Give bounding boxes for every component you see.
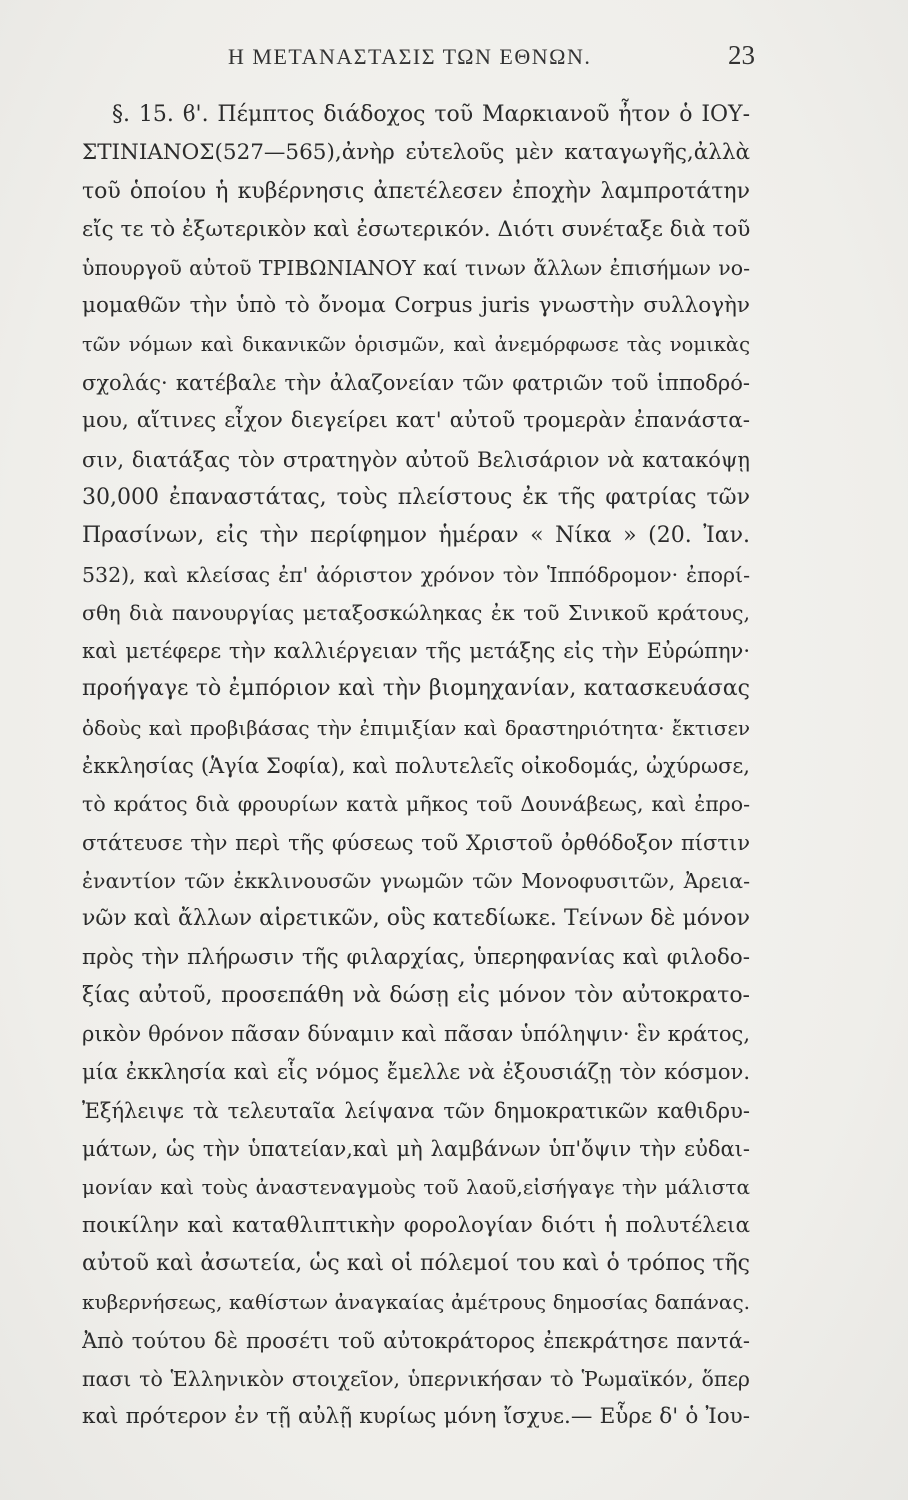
text-line: νῶν καὶ ἄλλων αἱρετικῶν, οὓς κατεδίωκε. Τείνων δὲ μόνον <box>82 906 750 932</box>
text-line: §. 15. ϐ'. Πέμπτος διάδοχος τοῦ Μαρκιανοῦ ἦτον ὁ ΙΟΥ- <box>112 102 750 127</box>
text-line: εἴς τε τὸ ἐξωτερικὸν καὶ ἐσωτερικόν. Διότι συνέταξε διὰ τοῦ <box>82 216 750 242</box>
text-line: κυβερνήσεως, καθίστων ἀναγκαίας ἀμέτρους δημοσίας δαπάνας. <box>82 1290 750 1315</box>
text-line: 30,000 ἐπαναστάτας, τοὺς πλείστους ἐκ τῆς φατρίας τῶν <box>82 484 750 510</box>
text-line: μονίαν καὶ τοὺς ἀναστεναγμοὺς τοῦ λαοῦ,εἰσήγαγε τὴν μάλιστα <box>82 1175 750 1200</box>
text-line: τῶν νόμων καὶ δικανικῶν ὁρισμῶν, καὶ ἀνεμόρφωσε τὰς νομικὰς <box>82 332 750 356</box>
page-number: 23 <box>728 40 755 70</box>
text-line: σθη διὰ πανουργίας μεταξοσκώληκας ἐκ τοῦ Σινικοῦ κράτους, <box>82 600 750 625</box>
text-line: τοῦ ὁποίου ἡ κυβέρνησις ἀπετέλεσεν ἐποχὴν λαμπροτάτην <box>82 178 750 204</box>
text-line: μου, αἵτινες εἶχον διεγείρει κατ' αὐτοῦ τρομερὰν ἐπανάστα- <box>82 408 750 434</box>
text-line: καὶ πρότερον ἐν τῇ αὐλῇ κυρίως μόνη ἴσχυε.— Εὗρε δ' ὁ Ἰου- <box>82 1404 750 1430</box>
text-line: σιν, διατάξας τὸν στρατηγὸν αὐτοῦ Βελισάριον νὰ κατακόψῃ <box>82 447 750 472</box>
text-line: Ἐξήλειψε τὰ τελευταῖα λείψανα τῶν δημοκρατικῶν καθιδρυ- <box>82 1098 750 1123</box>
text-line: ὁδοὺς καὶ προβιβάσας τὴν ἐπιμιξίαν καὶ δραστηριότητα· ἔκτισεν <box>82 715 750 740</box>
text-line: Πρασίνων, εἰς τὴν περίφημον ἡμέραν « Νίκα » (20. Ἰαν. <box>82 523 750 549</box>
running-head <box>0 40 908 80</box>
text-line: πρὸς τὴν πλήρωσιν τῆς φιλαρχίας, ὑπερηφανίας καὶ φιλοδο- <box>82 944 750 970</box>
text-line: ἐναντίον τῶν ἐκκλινουσῶν γνωμῶν τῶν Μονοφυσιτῶν, Ἀρεια- <box>82 868 750 893</box>
text-line: ΣΤΙΝΙΑΝΟΣ(527—565),ἀνὴρ εὐτελοῦς μὲν καταγωγῆς,ἀλλὰ <box>82 140 750 166</box>
text-line: σχολάς· κατέβαλε τὴν ἀλαζονείαν τῶν φατριῶν τοῦ ἱπποδρό- <box>82 371 750 396</box>
text-line: Ἀπὸ τούτου δὲ προσέτι τοῦ αὐτοκράτορος ἐπεκράτησε παντά- <box>82 1328 750 1353</box>
text-line: ὑπουργοῦ αὐτοῦ ΤΡΙΒΩΝΙΑΝΟΥ καί τινων ἄλλων ἐπισήμων νο- <box>82 256 750 281</box>
running-title: Η ΜΕΤΑΝΑΣΤΑΣΙΣ ΤΩΝ ΕΘΝΩΝ. <box>228 44 592 69</box>
text-line: καὶ μετέφερε τὴν καλλιέργειαν τῆς μετάξης εἰς τὴν Εὐρώπην· <box>82 639 750 664</box>
body-text <box>82 96 750 1430</box>
text-line: ἐκκλησίας (Ἁγία Σοφία), καὶ πολυτελεῖς οἰκοδομάς, ὠχύρωσε, <box>82 754 750 779</box>
text-line: τὸ κράτος διὰ φρουρίων κατὰ μῆκος τοῦ Δουνάβεως, καὶ ἐπρο- <box>82 792 750 817</box>
text-line: ξίας αὐτοῦ, προσεπάθη νὰ δώσῃ εἰς μόνον τὸν αὐτοκρατο- <box>82 982 750 1008</box>
text-line: μομαθῶν τὴν ὑπὸ τὸ ὄνομα Corpus juris γνωστὴν συλλογὴν <box>82 293 750 319</box>
text-line: προήγαγε τὸ ἐμπόριον καὶ τὴν βιομηχανίαν, κατασκευάσας <box>82 676 750 702</box>
text-line: πασι τὸ Ἑλληνικὸν στοιχεῖον, ὑπερνικήσαν τὸ Ῥωμαϊκόν, ὅπερ <box>82 1366 750 1391</box>
text-line: ποικίλην καὶ καταθλιπτικὴν φορολογίαν διότι ἡ πολυτέλεια <box>82 1212 750 1238</box>
text-line: μία ἐκκλησία καὶ εἷς νόμος ἔμελλε νὰ ἐξουσιάζῃ τὸν κόσμον. <box>82 1060 750 1085</box>
text-line: αὐτοῦ καὶ ἀσωτεία, ὡς καὶ οἱ πόλεμοί του καὶ ὁ τρόπος τῆς <box>82 1250 750 1276</box>
text-line: μάτων, ὡς τὴν ὑπατείαν,καὶ μὴ λαμβάνων ὑπ'ὄψιν τὴν εὐδαι- <box>82 1137 750 1162</box>
text-line: 532), καὶ κλείσας ἐπ' ἀόριστον χρόνον τὸν Ἱππόδρομον· ἐπορί- <box>82 562 750 587</box>
text-line: στάτευσε τὴν περὶ τῆς φύσεως τοῦ Χριστοῦ ὀρθόδοξον πίστιν <box>82 830 750 855</box>
text-line: ρικὸν θρόνον πᾶσαν δύναμιν καὶ πᾶσαν ὑπόληψιν· ἓν κράτος, <box>82 1022 750 1047</box>
